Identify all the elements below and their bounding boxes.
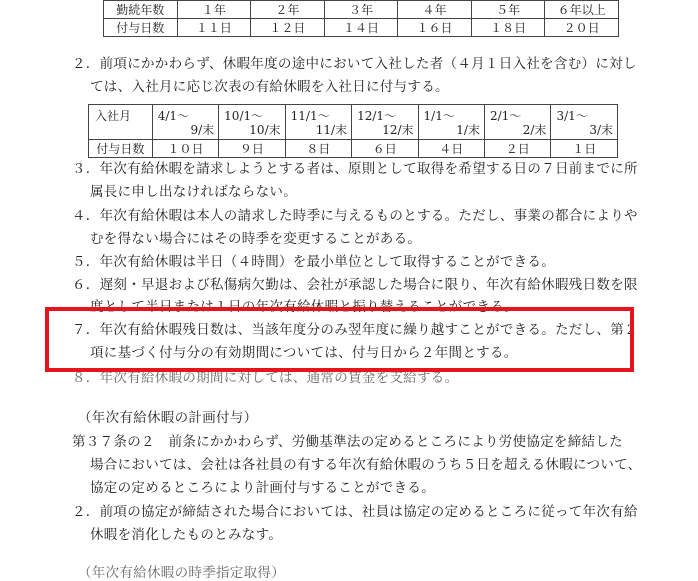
paragraph-7-line-2: 項に基づく付与分の有効期間については、付与日から２年間とする。 xyxy=(90,345,518,361)
month-from: 11/1〜 xyxy=(290,109,330,123)
table-row xyxy=(104,19,619,37)
table-cell: 付与日数 xyxy=(104,19,178,37)
month-to: 1/末 xyxy=(456,123,480,137)
table-row xyxy=(89,140,618,158)
article-37-2-clause-2-line-2: 休暇を消化したものとみなす。 xyxy=(90,527,283,543)
table-cell: １０日 xyxy=(152,140,218,158)
section-heading: （年次有給休暇の計画付与） xyxy=(78,410,258,426)
table-cell xyxy=(551,105,618,140)
table-cell: １６日 xyxy=(398,19,472,37)
month-from: 3/1〜 xyxy=(556,109,588,123)
month-from: 12/1〜 xyxy=(357,109,397,123)
month-from: 10/1〜 xyxy=(224,109,264,123)
article-37-2-clause-2-line-1: ２．前項の協定が締結された場合においては、社員は協定の定めるところに従って年次有給 xyxy=(72,504,638,520)
table-cell: ２日 xyxy=(484,140,550,158)
table-cell: ４日 xyxy=(418,140,484,158)
paragraph-2-line-1: ２．前項にかかわらず、休暇年度の途中において入社した者（４月１日入社を含む）に対し xyxy=(72,56,637,72)
highlight-box xyxy=(45,307,634,372)
article-37-2-line-3: 協定の定めるところにより計画付与することができる。 xyxy=(90,480,435,496)
table-cell: ９日 xyxy=(219,140,285,158)
paragraph-2-line-2: ては、入社月に応じ次表の有給休暇を入社日に付与する。 xyxy=(90,79,449,95)
table-cell: １１日 xyxy=(177,19,251,37)
table-cell xyxy=(484,105,550,140)
month-from: 2/1〜 xyxy=(489,109,522,123)
table-cell: 入社月 xyxy=(89,105,153,140)
table-header-row xyxy=(104,1,619,19)
month-to: 10/末 xyxy=(249,123,281,137)
table-cell: １２日 xyxy=(251,19,325,37)
month-to: 12/末 xyxy=(382,123,414,137)
table-cell: ６年以上 xyxy=(545,1,619,19)
article-37-2-line-1: 第３７条の２ 前条にかかわらず、労働基準法の定めるところにより労使協定を締結した xyxy=(72,434,623,450)
table-cell xyxy=(152,105,218,140)
month-from: 4/1〜 xyxy=(157,109,190,123)
next-section-heading: （年次有給休暇の時季指定取得） xyxy=(78,565,285,581)
table-cell xyxy=(352,105,418,140)
table-cell: １年 xyxy=(177,1,251,19)
table-cell: ６日 xyxy=(352,140,418,158)
month-from: 1/1〜 xyxy=(423,109,455,123)
article-37-2-line-2: 場合においては、会社は各社員の有する年次有給休暇のうち５日を超える休暇について、 xyxy=(90,457,642,473)
table-cell: 付与日数 xyxy=(89,140,153,158)
month-to: 3/末 xyxy=(589,123,613,137)
table-cell: 勤続年数 xyxy=(104,1,178,19)
paragraph-3-line-1: ３．年次有給休暇を請求しようとする者は、原則として取得を希望する日の７日前までに所 xyxy=(72,161,638,177)
table-cell xyxy=(219,105,285,140)
table-cell: １日 xyxy=(551,140,618,158)
table-cell: １４日 xyxy=(324,19,398,37)
paragraph-6-line-2: 度として半日または１日の年次有給休暇と振り替えることができる。 xyxy=(90,299,518,315)
table-cell: １８日 xyxy=(471,19,545,37)
table-cell: ３年 xyxy=(324,1,398,19)
table-cell: ４年 xyxy=(398,1,472,19)
paragraph-4-line-1: ４．年次有給休暇は本人の請求した時季に与えるものとする。ただし、事業の都合によりや xyxy=(72,208,638,224)
paragraph-4-line-2: むを得ない場合にはその時季を変更することがある。 xyxy=(90,231,422,247)
table-cell: ２０日 xyxy=(545,19,619,37)
paragraph-6-line-1: ６．遅刻・早退および私傷病欠勤は、会社が承認した場合に限り、年次有給休暇残日数を限 xyxy=(72,277,638,293)
table-cell: ２年 xyxy=(251,1,325,19)
month-to: 2/末 xyxy=(522,123,547,137)
table-cell xyxy=(418,105,484,140)
table-cell xyxy=(285,105,351,140)
table-header-row xyxy=(89,105,618,140)
paragraph-8-line-1: ８．年次有給休暇の期間に対しては、通常の賃金を支給する。 xyxy=(72,370,459,386)
paragraph-7-line-1: ７．年次有給休暇残日数は、当該年度分のみ翌年度に繰り越すことができる。ただし、第２ xyxy=(72,322,638,338)
paragraph-5-line-1: ５．年次有給休暇は半日（４時間）を最小単位として取得することができる。 xyxy=(72,254,555,270)
month-to: 11/末 xyxy=(315,123,348,137)
service-years-table xyxy=(103,0,619,37)
paragraph-3-line-2: 属長に申し出なければならない。 xyxy=(90,184,297,200)
month-to: 9/末 xyxy=(190,123,215,137)
table-cell: ８日 xyxy=(285,140,351,158)
table-cell: ５年 xyxy=(471,1,545,19)
join-month-table xyxy=(88,104,618,158)
